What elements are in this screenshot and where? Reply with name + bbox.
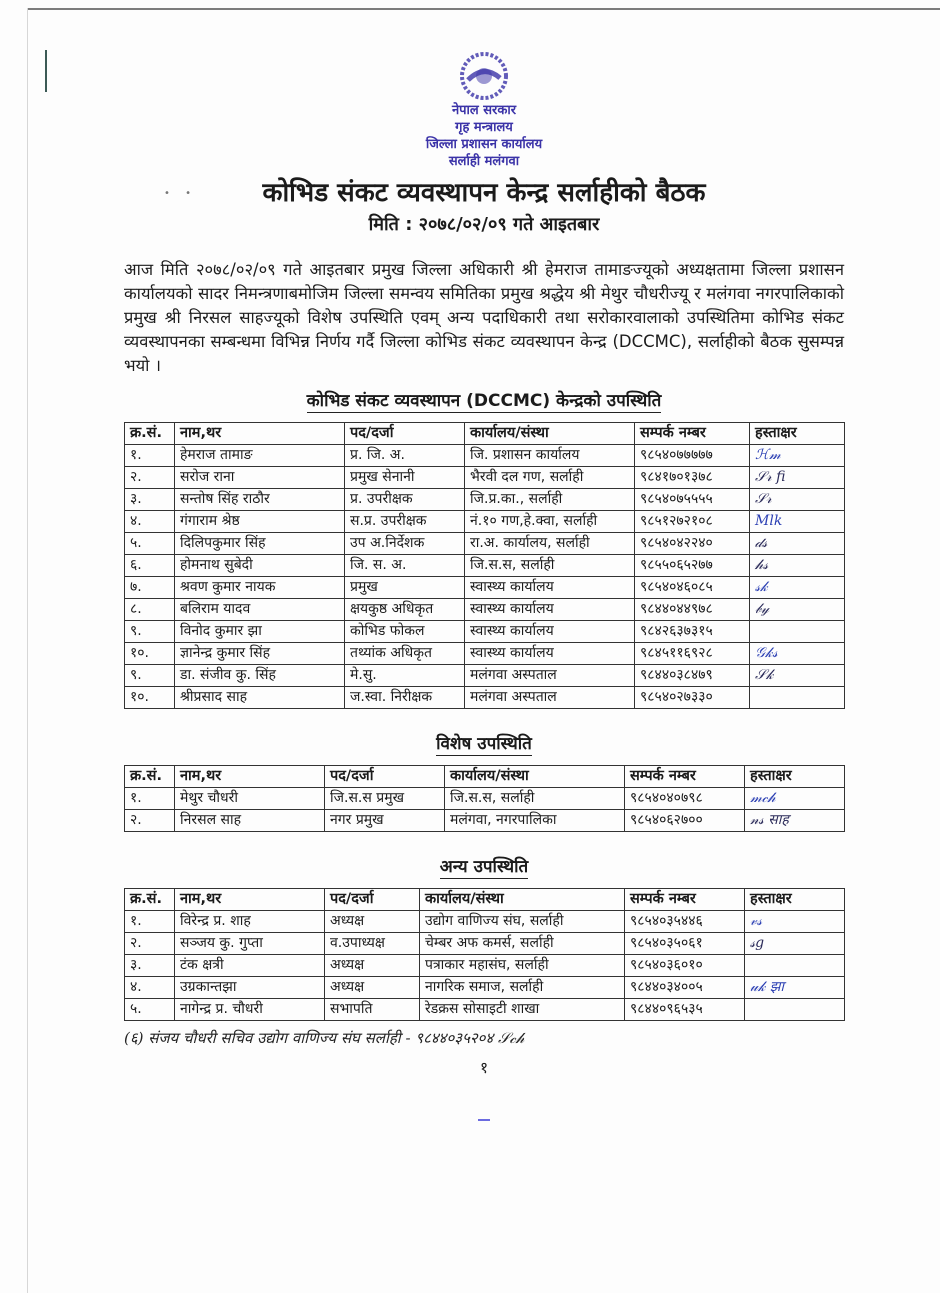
dccmc-heading (124, 388, 844, 414)
cell-name: निरसल साह (175, 810, 325, 832)
scan-dots: • • (164, 188, 197, 199)
cell-name: हेमराज तामाङ (175, 445, 345, 467)
dccmc-heading-text: कोभिड संकट व्यवस्थापन (DCCMC) केन्द्रको उपस्थिति (306, 391, 662, 411)
table-row (125, 999, 845, 1021)
cell-post: प्रमुख (345, 577, 465, 599)
other-heading (124, 854, 844, 880)
cell-phone: ९८५४०६२७०० (625, 810, 745, 832)
col-header-post: पद/दर्जा (345, 423, 465, 445)
table-row (125, 810, 845, 832)
cell-signature: 𝒮𝓇 fi (750, 467, 845, 489)
cell-name: दिलिपकुमार सिंह (175, 533, 345, 555)
cell-office: नागरिक समाज, सर्लाही (420, 977, 625, 999)
cell-phone: ९८४४०३८४७९ (635, 665, 750, 687)
cell-phone: ९८५४०७७७७७ (635, 445, 750, 467)
cell-sn: १०. (125, 687, 175, 709)
cell-post: जि.स.स प्रमुख (325, 788, 445, 810)
cell-phone: ९८५४०४६०८५ (635, 577, 750, 599)
col-header-office: कार्यालय/संस्था (465, 423, 635, 445)
cell-phone: ९८५१२७२१०८ (635, 511, 750, 533)
cell-post: क्षयकुष्ठ अधिकृत (345, 599, 465, 621)
col-header-post: पद/दर्जा (325, 766, 445, 788)
cell-signature: ℋ𝓂 (750, 445, 845, 467)
cell-name: मेथुर चौधरी (175, 788, 325, 810)
cell-phone: ९८५४०७५५५५ (635, 489, 750, 511)
cell-signature (745, 999, 845, 1021)
cell-post: प्र. उपरीक्षक (345, 489, 465, 511)
cell-office: पत्राकार महासंघ, सर्लाही (420, 955, 625, 977)
cell-post: सभापति (325, 999, 420, 1021)
cell-office: उद्योग वाणिज्य संघ, सर्लाही (420, 911, 625, 933)
col-header-signature: हस्ताक्षर (750, 423, 845, 445)
cell-phone: ९८५४०३५४४६ (625, 911, 745, 933)
cell-signature: Mlk (750, 511, 845, 533)
col-header-signature: हस्ताक्षर (745, 766, 845, 788)
cell-post: ज.स्वा. निरीक्षक (345, 687, 465, 709)
cell-sn: २. (125, 810, 175, 832)
document-body (124, 0, 844, 1121)
cell-phone: ९८५४०३६०१० (625, 955, 745, 977)
table-row (125, 533, 845, 555)
cell-post: उप अ.निर्देशक (345, 533, 465, 555)
cell-signature: 𝓂𝒸𝒽 (745, 788, 845, 810)
cell-signature: 𝓈𝓀 (750, 577, 845, 599)
cell-signature: 𝓈𝑔 (745, 933, 845, 955)
cell-phone: ९८५४०४०७९८ (625, 788, 745, 810)
cell-sn: ३. (125, 489, 175, 511)
cell-phone: ९८५४०४२२४० (635, 533, 750, 555)
col-header-sn: क्र.सं. (125, 766, 175, 788)
cell-phone: ९८४४०३४००५ (625, 977, 745, 999)
table-row (125, 977, 845, 999)
cell-office: जि.प्र.का., सर्लाही (465, 489, 635, 511)
office-stamp (334, 50, 634, 170)
cell-office: जि.स.स, सर्लाही (465, 555, 635, 577)
table-row (125, 555, 845, 577)
ink-mark (478, 1119, 490, 1121)
special-attendance-table (124, 765, 845, 832)
col-header-phone: सम्पर्क नम्बर (625, 766, 745, 788)
cell-name: विनोद कुमार झा (175, 621, 345, 643)
cell-office: रा.अ. कार्यालय, सर्लाही (465, 533, 635, 555)
cell-post: अध्यक्ष (325, 977, 420, 999)
cell-name: सन्तोष सिंह राठौर (175, 489, 345, 511)
cell-phone: ९८५४०२७३३० (635, 687, 750, 709)
cell-sn: ३. (125, 955, 175, 977)
col-header-sn: क्र.सं. (125, 889, 175, 911)
col-header-office: कार्यालय/संस्था (420, 889, 625, 911)
cell-office: भैरवी दल गण, सर्लाही (465, 467, 635, 489)
staple-mark (45, 50, 47, 92)
intro-paragraph: आज मिति २०७८/०२/०९ गते आइतबार प्रमुख जिल्ला अधिकारी श्री हेमराज तामाङज्यूको अध्यक्षतामा जिल्ला प्रशासन कार्यालयको सादर निमन्त्रणाबमोजिम जिल्ला समन्वय समितिका प्रमुख श्रद्धेय श्री मेथुर चौधरीज्यू र मलंगवा नगरपालिकाको प्रमुख श्री निरसल साहज्यूको विशेष उपस्थिति एवम् अन्य पदाधिकारी तथा सरोकारवालाको उपस्थितिमा कोभिड संकट व्यवस्थापनका सम्बन्धमा विभिन्न निर्णय गर्दै जिल्ला कोभिड संकट व्यवस्थापन केन्द्र (DCCMC), सर्लाहीको बैठक सुसम्पन्न भयो । (124, 260, 844, 375)
table-row (125, 489, 845, 511)
cell-post: प्रमुख सेनानी (345, 467, 465, 489)
table-row (125, 687, 845, 709)
cell-phone: ९८४२६३७३१५ (635, 621, 750, 643)
cell-office: मलंगवा अस्पताल (465, 665, 635, 687)
stamp-line-4: सर्लाही मलंगवा (448, 154, 520, 169)
col-header-name: नाम,थर (175, 766, 325, 788)
col-header-name: नाम,थर (175, 889, 325, 911)
cell-name: डा. संजीव कु. सिंह (175, 665, 345, 687)
cell-office: रेडक्रस सोसाइटी शाखा (420, 999, 625, 1021)
table-row (125, 577, 845, 599)
cell-name: बलिराम यादव (175, 599, 345, 621)
cell-post: स.प्र. उपरीक्षक (345, 511, 465, 533)
page-edge (27, 8, 28, 1293)
cell-signature: 𝒽𝓈 (750, 555, 845, 577)
cell-post: मे.सु. (345, 665, 465, 687)
cell-sn: १. (125, 445, 175, 467)
cell-office: जि.स.स, सर्लाही (445, 788, 625, 810)
cell-name: विरेन्द्र प्र. शाह (175, 911, 325, 933)
emblem-icon (454, 50, 514, 102)
cell-office: जि. प्रशासन कार्यालय (465, 445, 635, 467)
cell-signature: 𝒹𝓈 (750, 533, 845, 555)
col-header-phone: सम्पर्क नम्बर (635, 423, 750, 445)
cell-signature (750, 621, 845, 643)
page-number: १ (479, 1058, 489, 1077)
col-header-signature: हस्ताक्षर (745, 889, 845, 911)
other-heading-text: अन्य उपस्थिति (439, 857, 529, 877)
meeting-date: मिति : २०७८/०२/०९ गते आइतबार (368, 214, 600, 235)
cell-name: श्रवण कुमार नायक (175, 577, 345, 599)
cell-post: जि. स. अ. (345, 555, 465, 577)
table-row (125, 621, 845, 643)
cell-sn: २. (125, 933, 175, 955)
cell-post: व.उपाध्यक्ष (325, 933, 420, 955)
cell-name: सरोज राना (175, 467, 345, 489)
cell-office: चेम्बर अफ कमर्स, सर्लाही (420, 933, 625, 955)
table-row (125, 665, 845, 687)
cell-sn: ४. (125, 511, 175, 533)
cell-sn: २. (125, 467, 175, 489)
cell-sn: १. (125, 788, 175, 810)
cell-office: स्वास्थ्य कार्यालय (465, 577, 635, 599)
cell-signature: 𝓊𝓀 झा (745, 977, 845, 999)
cell-office: स्वास्थ्य कार्यालय (465, 643, 635, 665)
cell-name: टंक क्षत्री (175, 955, 325, 977)
cell-sn: ७. (125, 577, 175, 599)
cell-signature: 𝓃𝓈 साह (745, 810, 845, 832)
stamp-line-2: गृह मन्त्रालय (455, 120, 513, 135)
table-row (125, 933, 845, 955)
col-header-sn: क्र.सं. (125, 423, 175, 445)
cell-office: मलंगवा, नगरपालिका (445, 810, 625, 832)
special-heading-text: विशेष उपस्थिति (436, 734, 532, 754)
cell-name: उग्रकान्तझा (175, 977, 325, 999)
table-row (125, 511, 845, 533)
cell-phone: ९८५४०३५०६१ (625, 933, 745, 955)
cell-office: नं.१० गण,हे.क्वा, सर्लाही (465, 511, 635, 533)
table-row (125, 788, 845, 810)
table-header-row (125, 766, 845, 788)
cell-phone: ९८४४०९६५३५ (625, 999, 745, 1021)
cell-sn: ९. (125, 621, 175, 643)
cell-phone: ९८४४०४४९७८ (635, 599, 750, 621)
col-header-office: कार्यालय/संस्था (445, 766, 625, 788)
cell-signature: 𝒮𝓀 (750, 665, 845, 687)
cell-signature (750, 687, 845, 709)
cell-signature: 𝒷𝓎 (750, 599, 845, 621)
handwritten-entry: (६) संजय चौधरी सचिव उद्योग वाणिज्य संघ सर्लाही - ९८४४०३५२०४ 𝒮𝒸𝒽 (124, 1029, 525, 1047)
cell-name: नागेन्द्र प्र. चौधरी (175, 999, 325, 1021)
cell-post: तथ्यांक अधिकृत (345, 643, 465, 665)
cell-sn: १०. (125, 643, 175, 665)
col-header-phone: सम्पर्क नम्बर (625, 889, 745, 911)
table-row (125, 599, 845, 621)
cell-name: श्रीप्रसाद साह (175, 687, 345, 709)
cell-sn: ५. (125, 533, 175, 555)
cell-name: सञ्जय कु. गुप्ता (175, 933, 325, 955)
stamp-line-3: जिल्ला प्रशासन कार्यालय (425, 137, 543, 152)
cell-sn: ५. (125, 999, 175, 1021)
cell-post: नगर प्रमुख (325, 810, 445, 832)
cell-post: कोभिड फोकल (345, 621, 465, 643)
cell-name: ज्ञानेन्द्र कुमार सिंह (175, 643, 345, 665)
cell-name: गंगाराम श्रेष्ठ (175, 511, 345, 533)
cell-post: प्र. जि. अ. (345, 445, 465, 467)
table-row (125, 643, 845, 665)
special-heading (124, 731, 844, 757)
cell-post: अध्यक्ष (325, 955, 420, 977)
cell-sn: ६. (125, 555, 175, 577)
cell-signature: 𝓋𝓈 (745, 911, 845, 933)
cell-name: होमनाथ सुबेदी (175, 555, 345, 577)
col-header-post: पद/दर्जा (325, 889, 420, 911)
cell-signature: 𝒢𝓀𝓈 (750, 643, 845, 665)
cell-signature: 𝒮𝓇 (750, 489, 845, 511)
table-row (125, 467, 845, 489)
cell-phone: ९८५५०६५२७७ (635, 555, 750, 577)
cell-office: मलंगवा अस्पताल (465, 687, 635, 709)
cell-signature (745, 955, 845, 977)
table-row (125, 445, 845, 467)
table-row (125, 955, 845, 977)
dccmc-attendance-table (124, 422, 845, 709)
table-header-row (125, 423, 845, 445)
cell-office: स्वास्थ्य कार्यालय (465, 621, 635, 643)
col-header-name: नाम,थर (175, 423, 345, 445)
cell-sn: ४. (125, 977, 175, 999)
cell-phone: ९८४१७०१३७८ (635, 467, 750, 489)
cell-phone: ९८४५११६९२८ (635, 643, 750, 665)
cell-post: अध्यक्ष (325, 911, 420, 933)
table-row (125, 911, 845, 933)
document-title: कोभिड संकट व्यवस्थापन केन्द्र सर्लाहीको बैठक (262, 178, 706, 208)
other-attendance-table (124, 888, 845, 1021)
stamp-line-1: नेपाल सरकार (451, 103, 517, 118)
cell-sn: ८. (125, 599, 175, 621)
table-header-row (125, 889, 845, 911)
cell-office: स्वास्थ्य कार्यालय (465, 599, 635, 621)
cell-sn: ९. (125, 665, 175, 687)
cell-sn: १. (125, 911, 175, 933)
